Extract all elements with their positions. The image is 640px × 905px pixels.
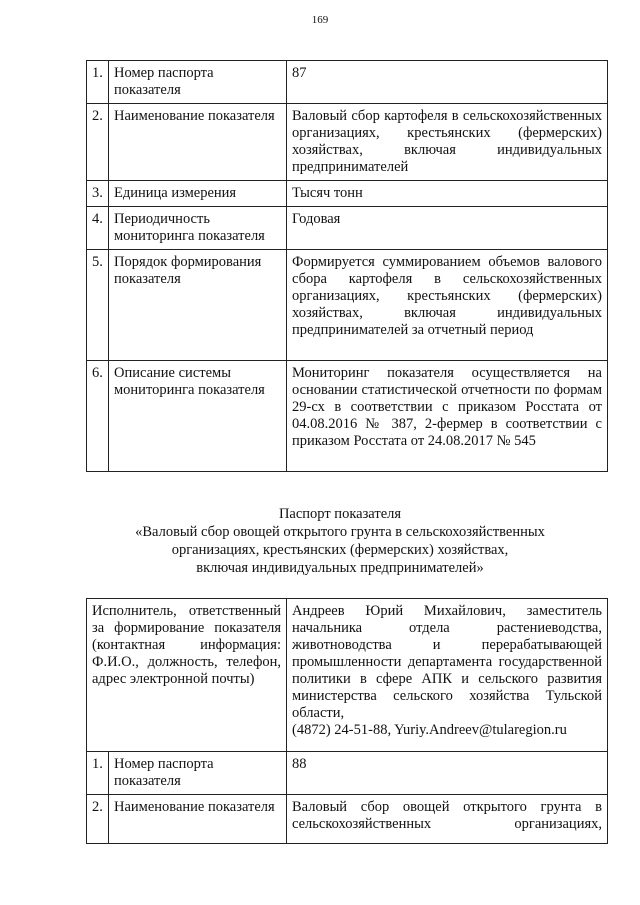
passport-heading-title: Паспорт показателя: [278, 506, 402, 522]
executor-value: Андреев Юрий Михайлович, заместитель начальника отдела растениеводства, животноводства и перерабатывающей промышленности департамента государственной политики в сфере АПК и сельского развития министерства сельского хозяйства Тульской области,: [292, 603, 602, 721]
table-row: [87, 795, 608, 844]
table-row: [87, 250, 608, 361]
executor-label: Исполнитель, ответственный за формирование показателя (контактная информация: Ф.И.О., должность, телефон, адрес электронной почты): [87, 599, 287, 752]
table-row: [87, 599, 608, 752]
passport-heading: [60, 505, 620, 577]
row-label: Описание системы мониторинга показателя: [109, 361, 287, 472]
row-number: 5.: [87, 250, 109, 361]
row-label: Порядок формирования показателя: [109, 250, 287, 361]
executor-contact: (4872) 24-51-88, Yuriy.Andreev@tularegion.ru: [292, 722, 567, 738]
table-row: [87, 361, 608, 472]
row-number: 3.: [87, 181, 109, 207]
page-number: 169: [311, 14, 329, 26]
row-value: Мониторинг показателя осуществляется на основании статистической отчетности по формам 29-сх в соответствии с приказом Росстата от 04.08.2016 № 387, 2-фермер в соответствии с приказом Росстата от 24.08.2017 № 545: [287, 361, 608, 472]
row-label: Периодичность мониторинга показателя: [109, 207, 287, 250]
row-value: Валовый сбор картофеля в сельскохозяйственных организациях, крестьянских (фермерских) хозяйствах, включая индивидуальных предпринимателей: [287, 104, 608, 181]
row-number: 6.: [87, 361, 109, 472]
row-value: Тысяч тонн: [287, 181, 608, 207]
row-label: Наименование показателя: [109, 795, 287, 844]
executor-cell: [287, 599, 608, 752]
row-value: 87: [287, 61, 608, 104]
row-number: 2.: [87, 104, 109, 181]
row-number: 2.: [87, 795, 109, 844]
row-label: Номер паспорта показателя: [109, 752, 287, 795]
row-number: 1.: [87, 752, 109, 795]
row-value: 88: [287, 752, 608, 795]
table-row: [87, 752, 608, 795]
passport-heading-line: включая индивидуальных предпринимателей»: [196, 560, 484, 576]
row-label: Единица измерения: [109, 181, 287, 207]
passport-heading-line: организациях, крестьянских (фермерских) хозяйствах,: [171, 542, 509, 558]
table-row: [87, 207, 608, 250]
passport-heading-line: «Валовый сбор овощей открытого грунта в сельскохозяйственных: [135, 524, 545, 540]
row-label: Номер паспорта показателя: [109, 61, 287, 104]
table-row: [87, 181, 608, 207]
table-row: [87, 104, 608, 181]
row-value: Годовая: [287, 207, 608, 250]
row-number: 1.: [87, 61, 109, 104]
row-label: Наименование показателя: [109, 104, 287, 181]
table-row: [87, 61, 608, 104]
indicator-passport-table-88: [86, 598, 608, 844]
row-value: Валовый сбор овощей открытого грунта в сельскохозяйственных организациях,: [287, 795, 608, 844]
indicator-passport-table-87: [86, 60, 608, 472]
row-number: 4.: [87, 207, 109, 250]
row-value: Формируется суммированием объемов валового сбора картофеля в сельскохозяйственных организациях, крестьянских (фермерских) хозяйствах, включая индивидуальных предпринимателей за отчетный период: [287, 250, 608, 361]
